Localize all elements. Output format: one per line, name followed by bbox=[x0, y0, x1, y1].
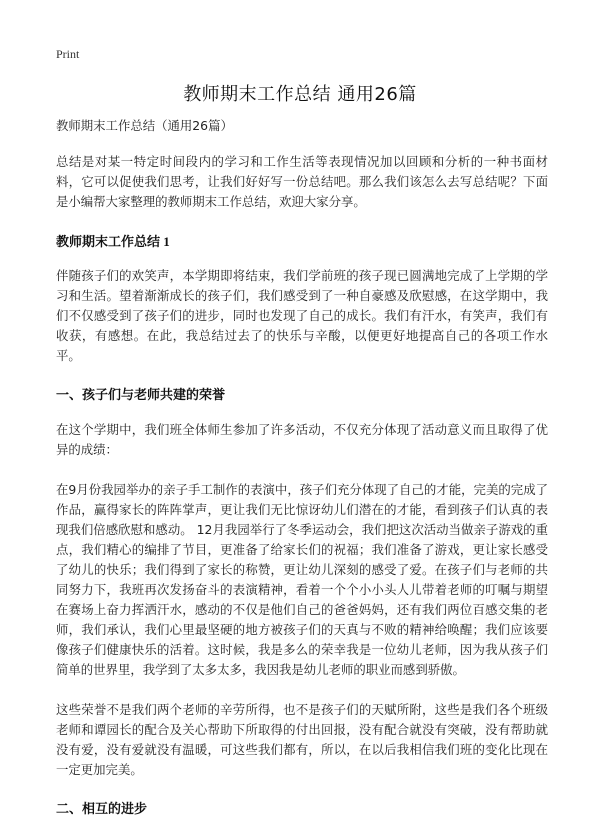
document-subtitle: 教师期末工作总结（通用26篇） bbox=[56, 118, 233, 133]
section1-paragraph: 伴随孩子们的欢笑声，本学期即将结束，我们学前班的孩子现已圆满地完成了上学期的学习和生活。望着渐渐成长的孩子们，我们感受到了一种自豪感及欣慰感，在这学期中，我们不仅感受到了孩子们的进步，同时也发现了自己的成长。我们有汗水，有笑声，我们有收获，有感想。在此，我总结过去了的快乐与辛酸，以便更好地提高自己的各项工作水平。 bbox=[56, 268, 548, 363]
print-label[interactable]: Print bbox=[56, 47, 80, 61]
page-title: 教师期末工作总结 通用26篇 bbox=[183, 84, 417, 105]
subsection1-paragraph-3: 这些荣誉不是我们两个老师的辛劳所得，也不是孩子们的天赋所附，这些是我们各个班级老师和谭园长的配合及关心帮助下所取得的付出回报，没有配合就没有突破，没有帮助就没有爱，没有爱就没有温暖，可这些我们都有，所以，在以后我相信我们班的变化比现在一定更加完美。 bbox=[56, 702, 548, 777]
subsection2-heading: 二、相互的进步 bbox=[56, 802, 148, 817]
subsection1-heading: 一、孩子们与老师共建的荣誉 bbox=[56, 388, 226, 403]
subsection1-paragraph-1: 在这个学期中，我们班全体师生参加了许多活动，不仅充分体现了活动意义而且取得了优异的成绩： bbox=[56, 422, 548, 457]
section1-heading: 教师期末工作总结 1 bbox=[56, 234, 170, 249]
intro-paragraph: 总结是对某一特定时间段内的学习和工作生活等表现情况加以回顾和分析的一种书面材料，它可以促使我们思考，让我们好好写一份总结吧。那么我们该怎么去写总结呢？下面是小编帮大家整理的教师期末工作总结，欢迎大家分享。 bbox=[56, 154, 548, 209]
document-body bbox=[56, 116, 548, 834]
subsection1-paragraph-2: 在9月份我园举办的亲子手工制作的表演中，孩子们充分体现了自己的才能，完美的完成了作品，赢得家长的阵阵掌声，更让我们无比惊讶幼儿们潜在的才能，看到孩子们认真的表现我们倍感欣慰和感动。 12月我园举行了冬季运动会，我们把这次活动当做亲子游戏的重点，我们精心的编排了节目，更准备了给家长们的祝福；我们准备了游戏，更让家长感受了幼儿的快乐；我们得到了家长的称赞，更让幼儿深刻的感受了爱。在孩子们与老师的共同努力下，我班再次发扬奋斗的表演精神，看着一个个小小头人儿带着老师的叮嘱与期望在赛场上奋力挥洒汗水，感动的不仅是他们自己的爸爸妈妈，还有我们两位百感交集的老师，我们承认，我们心里最坚硬的地方被孩子们的天真与不败的精神给唤醒；我们应该要像孩子们健康快乐的活着。这时候，我是多么的荣幸我是一位幼儿老师，因为我从孩子们简单的世界里，我学到了太多太多，我因我是幼儿老师的职业而感到骄傲。 bbox=[56, 482, 548, 677]
